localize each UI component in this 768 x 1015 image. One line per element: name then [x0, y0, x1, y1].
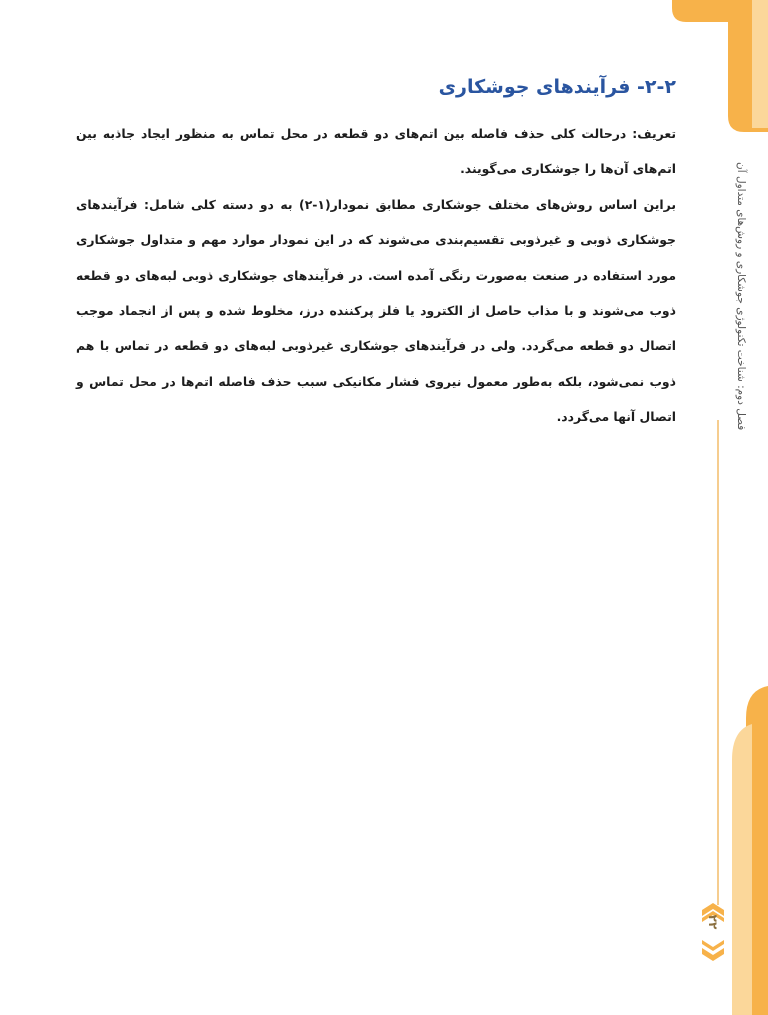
chapter-side-title: فصل دوم: شناخت تکنولوژی جوشکاری و روش‌های متداول آن: [735, 161, 747, 430]
chevron-down-icon: [702, 940, 724, 961]
page-number: ۲۲: [706, 914, 720, 930]
section-heading: ۲-۲- فرآیندهای جوشکاری: [438, 76, 676, 98]
body-text: [76, 116, 676, 435]
definition-paragraph: تعریف: درحالت کلی حذف فاصله بین اتم‌های دو قطعه در محل تماس به منظور ایجاد جاذبه بین اتم‌های آن‌ها را جوشکاری می‌گویند.: [76, 126, 676, 177]
top-corner-strip: [752, 0, 768, 128]
bottom-band-inner: [732, 724, 752, 1015]
classification-paragraph: براین اساس روش‌های مختلف جوشکاری مطابق نمودار(۱-۲) به دو دسته کلی شامل: فرآیندهای جوشکاری ذوبی و غیرذوبی تقسیم‌بندی می‌شوند که در این نمودار موارد مهم و متداول جوشکاری مورد استفاده در صنعت به‌صورت رنگی آمده است. در فرآیندهای جوشکاری ذوبی لبه‌های دو قطعه ذوب می‌شوند و با مذاب حاصل از الکترود یا فلز پرکننده درز، مخلوط شده و پس از انجماد موجب اتصال دو قطعه می‌گردد. ولی در فرآیندهای جوشکاری غیرذوبی لبه‌های دو قطعه در تماس با هم ذوب نمی‌شود، بلکه به‌طور معمول نیروی فشار مکانیکی سبب حذف فاصله اتم‌ها در محل تماس و اتصال آنها می‌گردد.: [76, 196, 676, 425]
